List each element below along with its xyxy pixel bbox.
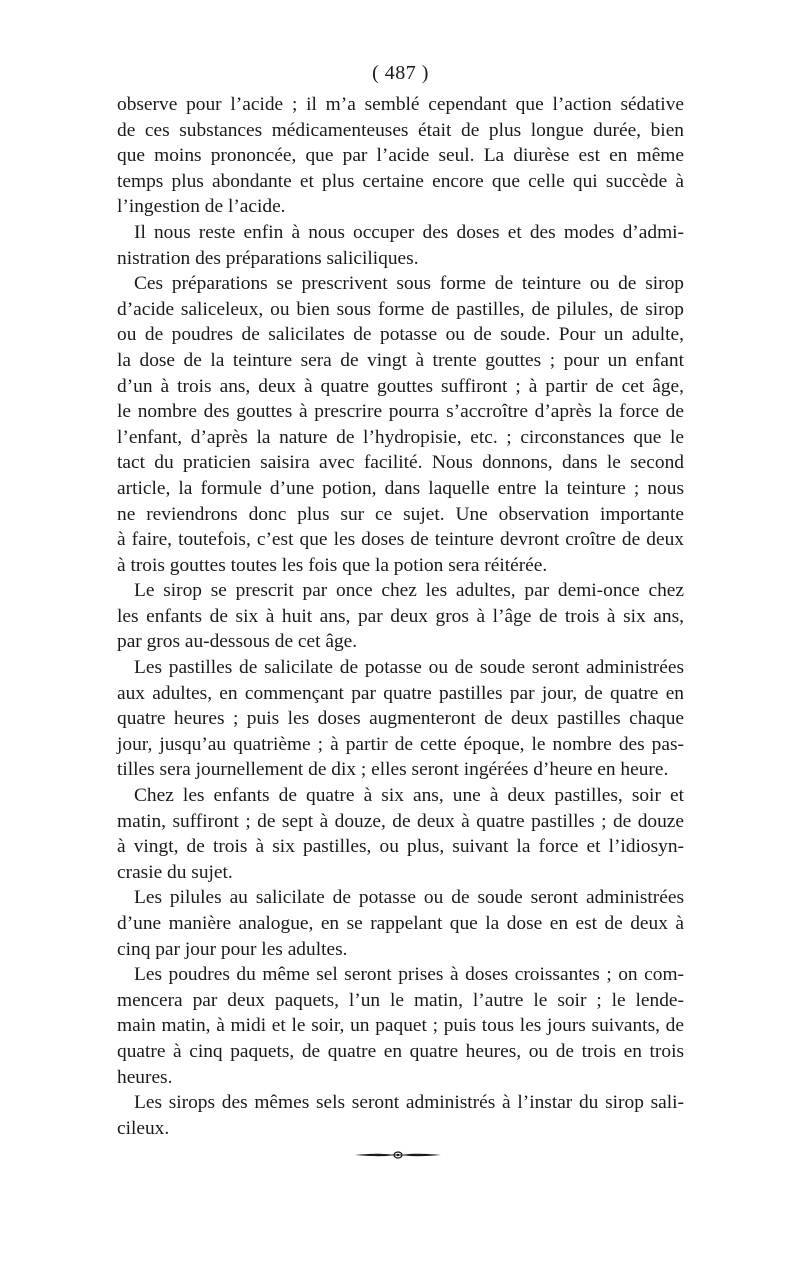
- text-line: crasie du sujet.: [117, 861, 233, 883]
- text-line: article, la formule d’une potion, dans laquelle entre la teinture ; nous: [117, 477, 684, 499]
- text-line: d’un à trois ans, deux à quatre gouttes suffiront ; à partir de cet âge,: [117, 375, 684, 397]
- text-line: jour, jusqu’au quatrième ; à partir de cette époque, le nombre des pas-: [117, 733, 684, 755]
- text-line: temps plus abondante et plus certaine encore que celle qui succède à: [117, 170, 684, 192]
- paragraph: [117, 885, 684, 962]
- text-line: Les pastilles de salicilate de potasse ou de soude seront administrées: [134, 657, 684, 679]
- text-line: quatre à cinq paquets, de quatre en quatre heures, ou de trois en trois: [117, 1040, 684, 1062]
- text-line: cinq par jour pour les adultes.: [117, 938, 348, 960]
- text-line: ne reviendrons donc plus sur ce sujet. Une observation importante: [117, 503, 684, 525]
- book-page: [117, 58, 684, 1141]
- paragraph: [117, 220, 684, 271]
- paragraph: [117, 578, 684, 655]
- text-line: cileux.: [117, 1117, 170, 1139]
- text-line: de ces substances médicamenteuses était de plus longue durée, bien: [117, 119, 684, 141]
- text-line: mencera par deux paquets, l’un le matin, l’autre le soir ; le lende-: [117, 989, 684, 1011]
- text-line: à trois gouttes toutes les fois que la potion sera réitérée.: [117, 554, 548, 576]
- text-line: heures.: [117, 1066, 173, 1088]
- text-line: les enfants de six à huit ans, par deux gros à l’âge de trois à six ans,: [117, 605, 684, 627]
- text-line: aux adultes, en commençant par quatre pastilles par jour, de quatre en: [117, 682, 684, 704]
- text-line: l’enfant, d’après la nature de l’hydropisie, etc. ; circonstances que le: [117, 426, 684, 448]
- text-line: ou de poudres de salicilates de potasse ou de soude. Pour un adulte,: [117, 324, 684, 346]
- paragraph: [117, 1090, 684, 1141]
- text-line: tact du praticien saisira avec facilité. Nous donnons, dans le second: [117, 452, 684, 474]
- text-line: Il nous reste enfin à nous occuper des doses et des modes d’admi-: [134, 221, 684, 243]
- paragraph: [117, 962, 684, 1090]
- paragraph: [117, 92, 684, 220]
- text-line: Les pilules au salicilate de potasse ou de soude seront administrées: [134, 887, 684, 909]
- text-line: observe pour l’acide ; il m’a semblé cependant que l’action sédative: [117, 94, 684, 115]
- text-line: par gros au-dessous de cet âge.: [117, 631, 358, 653]
- paragraph: [117, 271, 684, 578]
- text-line: nistration des préparations saliciliques.: [117, 247, 419, 269]
- text-line: la dose de la teinture sera de vingt à trente gouttes ; pour un enfant: [117, 349, 684, 371]
- text-line: Les sirops des mêmes sels seront administrés à l’instar du sirop sali-: [134, 1092, 684, 1114]
- text-line: d’acide saliceleux, ou bien sous forme de pastilles, de pilules, de sirop: [117, 298, 684, 320]
- text-line: quatre heures ; puis les doses augmenteront de deux pastilles chaque: [117, 708, 684, 730]
- text-line: à faire, toutefois, c’est que les doses de teinture devront croître de deux: [117, 529, 684, 551]
- page-number: ( 487 ): [372, 62, 429, 84]
- text-line: Ces préparations se prescrivent sous forme de teinture ou de sirop: [134, 273, 684, 295]
- text-line: le nombre des gouttes à prescrire pourra s’accroître d’après la force de: [117, 401, 684, 423]
- text-line: Le sirop se prescrit par once chez les adultes, par demi-once chez: [134, 580, 684, 602]
- text-line: que moins prononcée, que par l’acide seul. La diurèse est en même: [117, 145, 684, 167]
- text-line: Chez les enfants de quatre à six ans, une à deux pastilles, soir et: [134, 785, 684, 807]
- end-ornament: [353, 1150, 443, 1160]
- text-line: tilles sera journellement de dix ; elles seront ingérées d’heure en heure.: [117, 759, 669, 781]
- paragraph: [117, 783, 684, 885]
- text-line: à vingt, de trois à six pastilles, ou plus, suivant la force et l’idiosyn-: [117, 836, 684, 858]
- text-line: d’une manière analogue, en se rappelant que la dose en est de deux à: [117, 913, 684, 934]
- text-line: l’ingestion de l’acide.: [117, 196, 286, 218]
- text-line: matin, suffiront ; de sept à douze, de deux à quatre pastilles ; de douze: [117, 810, 684, 832]
- text-line: Les poudres du même sel seront prises à doses croissantes ; on com-: [134, 964, 684, 986]
- text-line: main matin, à midi et le soir, un paquet ; puis tous les jours suivants, de: [117, 1015, 684, 1037]
- body-text: [117, 92, 684, 1141]
- paragraph: [117, 655, 684, 783]
